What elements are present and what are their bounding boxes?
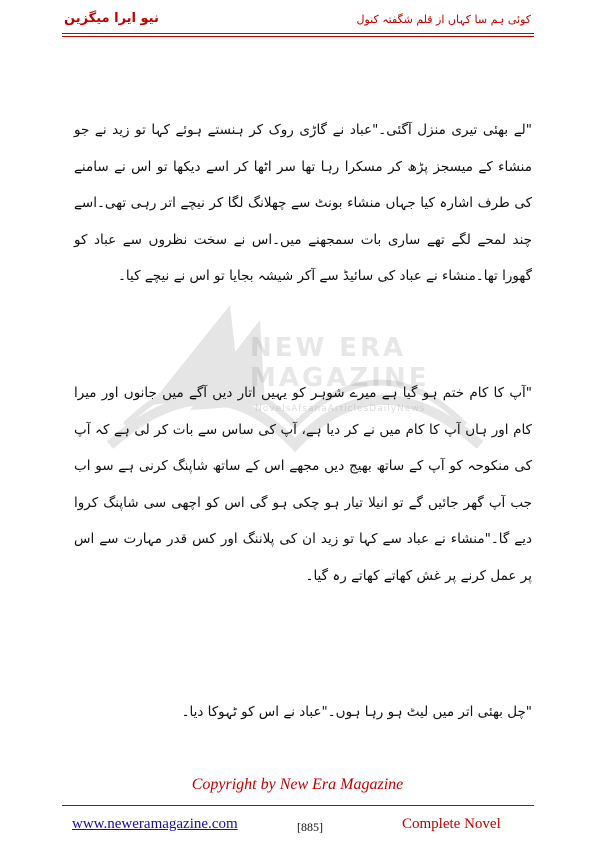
magazine-name-header: نیو ایرا میگزین [64,11,159,26]
watermark-subtitle: NovelsAfsanaArticlesDailyNews [255,404,426,414]
page-number: [885] [297,820,323,834]
paragraph-3: "چل بھئی اتر میں لیٹ ہو رہا ہوں۔"عباد نے اس کو ٹہوکا دیا۔ [181,704,532,720]
header-rule-top [62,33,534,34]
paragraph-1: "لے بھئی تیری منزل آگئی۔"عباد نے گاڑی روک کر ہنستے ہوئے کہا تو زید نے جو منشاء کے میسجز پڑھ کر مسکرا رہا تھا سر اٹھا کر اسے دیکھا تو اس نے سامنے کی طرف اشارہ کیا جہاں منشاء بونٹ سے چھلانگ لگا کر نیچے اتر رہی تھی۔اسے چند لمحے لگے تھے ساری بات سمجھنے میں۔اس نے سخت نظروں سے عباد کو گھورا تھا۔منشاء نے عباد کی سائیڈ سے آکر شیشہ بجایا تو اس نے نیچے کیا۔ [74,122,532,284]
footer-rule [62,805,534,806]
novel-title-header: کوئی ہم سا کہاں از قلم شگفتہ کنول [356,13,531,26]
watermark-title: NEW ERA MAGAZINE [250,333,430,393]
paragraph-2: "آپ کا کام ختم ہو گیا ہے میرے شوہر کو یہیں اتار دیں آگے میں جانوں اور میرا کام اور ہاں آپ کا کام میں نے کر دیا ہے، آپ کی ساس سے بات کر لی ہے کہ آپ کی منکوحہ کو آپ کے ساتھ بھیج دیں مجھے اس کے ساتھ شاپنگ کرنی ہے سو اب جب آپ گھر جائیں گے تو انیلا تیار ہو چکی ہو گی اس کو اچھی سی شاپنگ کروا دیے گا۔"منشاء نے عباد سے کہا تو زید ان کی پلاننگ اور کس قدر مہارت سے اس پر عمل کرنے پر غش کھاتے کھاتے رہ گیا۔ [74,385,532,584]
section-label: Complete Novel [402,816,501,832]
website-link[interactable]: www.neweramagazine.com [72,816,238,832]
header-rule-bottom [62,36,534,37]
copyright-notice: Copyright by New Era Magazine [191,776,404,793]
